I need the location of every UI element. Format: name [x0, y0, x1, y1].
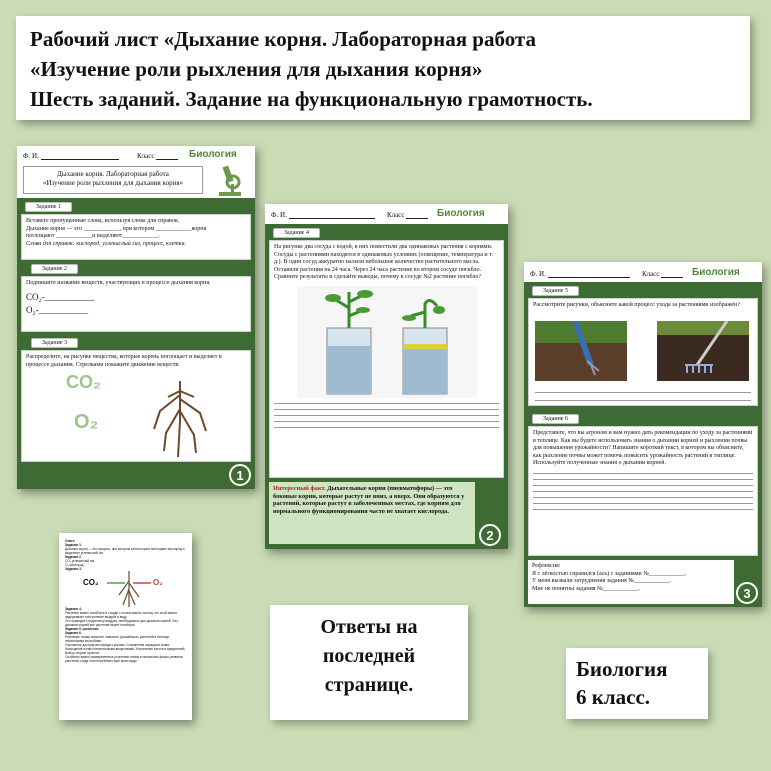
task2-box: Подпишите название веществ, участвующих в процессе дыхания корня. CO₂-___________ O₂-___________: [21, 276, 251, 332]
grade-note: Биология 6 класс.: [566, 648, 708, 719]
task6-box: Представьте, что вы агроном и вам нужно дать рекомендации по уходу за растениями в теплице. Как вы будете использовать знания о дыхании корней и рыхлении почвы для повышения урожайности? Напишите короткий текст, в котором вы объясните, как рыхление почвы может помочь повысить урожайность растений в теплице. Используйте полученные знания о дыхании корней.: [528, 426, 758, 556]
microscope-icon: [211, 162, 247, 202]
task5-label: Задание 5: [532, 286, 579, 296]
page1-title: Дыхание корня. Лабораторная работа «Изучение роли рыхления для дыхания корня»: [23, 166, 203, 194]
answer-line: O₂ кислород.: [65, 563, 85, 567]
answer-line: Рыхление почвы помогает повысить урожайность растений в теплице несколькими способами:: [65, 635, 170, 643]
answer-line: Улучшение доступа кислорода к корням. Сохранение аэрации и влаги. Насыщение почвы питательными веществами. Устранение застоя и вредителей. Выбор опцион простое.: [65, 643, 186, 655]
page-number-2: 2: [479, 524, 501, 546]
answers-root-image: [105, 571, 153, 607]
gardening-photo-2: [657, 321, 749, 381]
answer-line: Задание 1.: [65, 543, 82, 547]
task1-label: Задание 1: [25, 202, 72, 212]
answer-line: Особенно важно своевременное рыхление почвы в начальных фазах развития растений, когда они потребляют ещё мало воды.: [65, 655, 184, 663]
answer-line: Задание 5. рыхление: [65, 627, 99, 631]
reflection-box: Рефлексия: Я с лёгкостью справился (ась) с заданиями №____________. У меня вызвали затруднения задания №____________. Мне не понятны задания №____________.: [528, 560, 734, 604]
answers-page: [59, 533, 192, 720]
worksheet-page-2: [265, 204, 508, 549]
answer-line: CO₂ углекислый газ,: [65, 559, 95, 563]
task6-label: Задание 6: [532, 414, 579, 424]
subject-label: Биология: [189, 149, 237, 160]
answer-line: Это приводит к недостатку воздуха, необходимого для дыхания корней. Без дыхания корней всё растение может погибнуть.: [65, 619, 178, 627]
answers-co2: CO₂: [83, 578, 99, 587]
class-label: Класс: [387, 211, 405, 219]
task2-label: Задание 2: [31, 264, 78, 274]
answer-line: Задание 2.: [65, 555, 82, 559]
class-label: Класс: [137, 152, 155, 160]
interesting-fact-box: Интересный факт. Дыхательные корни (пневматофоры) — это боковые корни, которые растут не вниз, а вверх. Они образуются у растений, которые растут в заболоченных местах, где корням для нормального функционирования часто не хватает кислорода.: [269, 482, 475, 544]
task4-label: Задание 4: [273, 228, 320, 238]
subject-label: Биология: [437, 208, 485, 219]
answer-line: Задание 6.: [65, 631, 82, 635]
fio-label: Ф. И.: [530, 270, 546, 278]
worksheet-page-1: [17, 146, 255, 489]
answer-line: Растение может погибнуть в сосуде с слоем масла, потому что слой масла задерживает поступление воздуха в воду.: [65, 611, 177, 619]
gardening-photo-1: [535, 321, 627, 381]
o2-picture: O₂: [74, 411, 99, 433]
answer-line: Задание 4.: [65, 607, 82, 611]
banner-line-2: «Изучение роли рыхления для дыхания корня»: [30, 57, 483, 81]
answers-text-top: [65, 539, 186, 571]
task3-box: Распределите, на рисунке вещества, которые корень поглощает и выделяет в процессе дыхания. Стрелками покажите движение веществ. CO₂ O₂: [21, 350, 251, 462]
answers-o2: O₂: [153, 578, 163, 587]
answers-text-bottom: [65, 607, 186, 663]
task4-box: На рисунке два сосуда с водой, в них поместили два одинаковых растения с корнями. Сосуды с растениями находятся в одинаковых условиях (освещение, температура и т. д.). В один сосуд аккуратно налили небольшое количество растительного масла. Оставили растения на 24 часа. Через 24 часа растение во втором сосуде погибло. Сравните результаты и сделайте выводы, почему в сосуде №2 растение погибло?: [269, 240, 504, 478]
fio-label: Ф. И.: [23, 152, 39, 160]
task1-box: Вставьте пропущенные слова, используя слова для справок. Дыхание корня — это ____________, при котором ____________корня поглощают ____________и выделяют____________. Слова для справок: кислород, углекислый газ, процесс, клетки.: [21, 214, 251, 260]
class-label: Класс: [642, 270, 660, 278]
fio-label: Ф. И.: [271, 211, 287, 219]
plants-in-vessels-image: [297, 286, 477, 398]
banner-line-1: Рабочий лист «Дыхание корня. Лабораторная работа: [30, 27, 536, 51]
title-banner: [16, 16, 750, 120]
subject-label: Биология: [692, 267, 740, 278]
answer-line: Дыхание корня — это процесс, при котором клетки корня поглощают кислород и выделяют углекислый газ.: [65, 547, 185, 555]
co2-picture: CO₂: [66, 372, 101, 392]
task3-label: Задание 3: [31, 338, 78, 348]
banner-line-3: Шесть заданий. Задание на функциональную грамотность.: [30, 87, 593, 111]
worksheet-page-3: [524, 262, 762, 607]
answer-line: Задание 3.: [65, 567, 82, 571]
answer-line: Ответ:: [65, 539, 76, 543]
task5-box: Рассмотрите рисунки, объясните какой процесс ухода за растениями изображён?: [528, 298, 758, 406]
root-image: [150, 381, 210, 459]
page-number-3: 3: [736, 582, 758, 604]
page-number-1: 1: [229, 464, 251, 486]
answers-note: Ответы на последней странице.: [270, 605, 468, 720]
